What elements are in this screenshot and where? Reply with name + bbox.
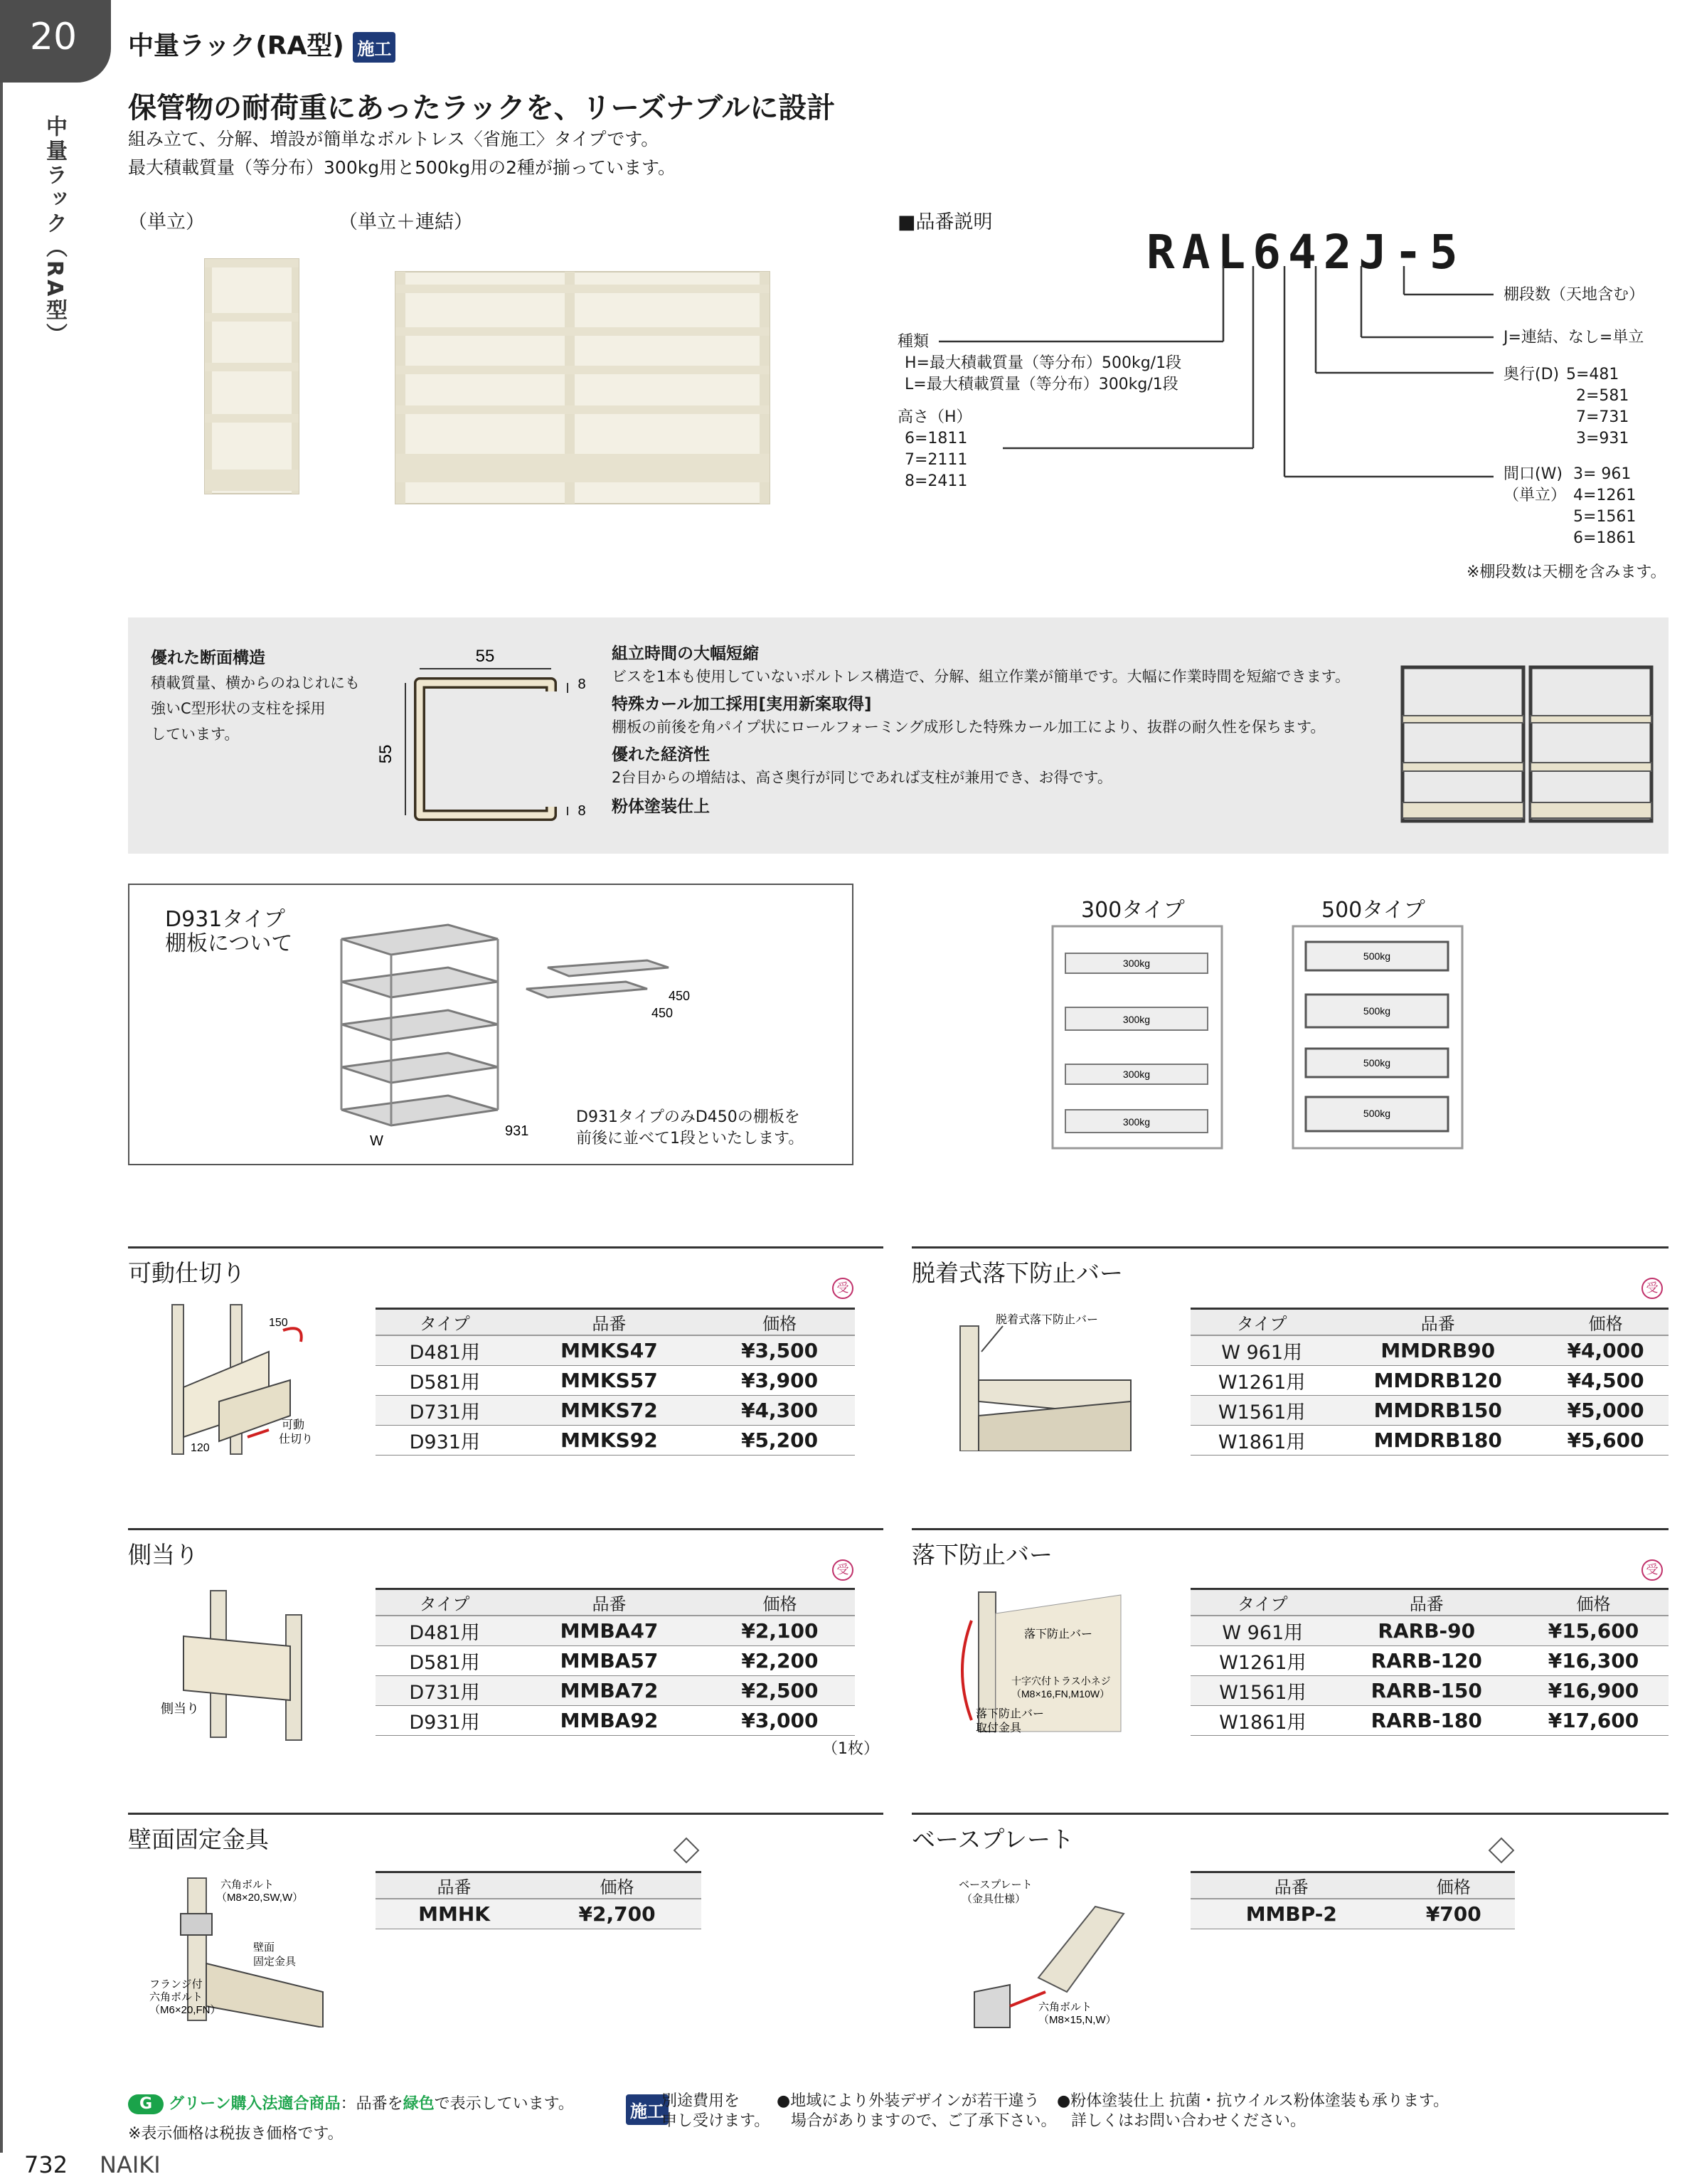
hekimen-c3: 壁面: [253, 1941, 275, 1954]
kabu-callout-kado: 可動: [282, 1419, 305, 1431]
dattyaku-r2-price: ¥5,000: [1543, 1395, 1669, 1425]
table-row: [376, 1335, 855, 1365]
rakka-r2-price: ¥16,900: [1518, 1675, 1669, 1705]
intro-line-1: 組み立て、分解、増設が簡単なボルトレス〈省施工〉タイプです。: [128, 129, 659, 149]
intro-line-2: 最大積載質量（等分布）300kg用と500kg用の2種が揃っています。: [128, 157, 676, 178]
feature-section-heading: 優れた断面構造: [151, 649, 265, 667]
order-mark-dattyaku: 受: [1641, 1278, 1663, 1299]
footer-extra-2: 申し受けます。: [661, 2112, 770, 2130]
table-row: [1191, 1425, 1669, 1455]
d931-dim-d: 931: [505, 1123, 529, 1139]
sokuate-h-2: 価格: [705, 1589, 855, 1616]
page-number: 732: [24, 2151, 68, 2178]
rakka-r3-price: ¥17,600: [1518, 1705, 1669, 1735]
dattyaku-r0-code: MMDRB90: [1333, 1335, 1543, 1365]
table-row: [376, 1365, 855, 1395]
page-title: [128, 26, 395, 63]
pn-depth-label: 奥行(D): [1504, 366, 1560, 383]
pn-note: ※棚段数は天棚を含みます。: [1467, 563, 1666, 581]
hekimen-c7: （M6×20,FN）: [149, 2004, 221, 2016]
green-color-word: 緑色: [403, 2095, 435, 2113]
feature-3-heading: 優れた経済性: [612, 746, 710, 764]
footer-badge: 施工: [626, 2094, 669, 2125]
type-500-load-1: 500kg: [1363, 950, 1391, 962]
feature-1-text: ビスを1本も使用していないボルトレス構造で、分解、組立作業が簡単です。大幅に作業時間を短縮できます。: [612, 668, 1350, 685]
table-hekimen: [376, 1871, 701, 1929]
rakka-callout-3: （M8×16,FN,M10W）: [1011, 1688, 1110, 1700]
feature-1-heading: 組立時間の大幅短縮: [612, 645, 759, 663]
kabu-h-0: タイプ: [376, 1309, 514, 1336]
dattyaku-h-0: タイプ: [1191, 1309, 1333, 1336]
sokuate-r2-type: D731用: [376, 1675, 513, 1705]
rakka-r1-price: ¥16,300: [1518, 1645, 1669, 1675]
sokuate-r2-code: MMBA72: [513, 1675, 705, 1705]
pn-width-3: 6=1861: [1573, 529, 1637, 547]
part-number-heading: ■品番説明: [898, 211, 993, 233]
base-c3: 六角ボルト: [1038, 2001, 1092, 2013]
d931-title: [165, 908, 292, 956]
table-dattyaku: [1191, 1308, 1669, 1456]
brand-name: NAIKI: [100, 2151, 161, 2178]
title-sokuate: 側当り: [128, 1541, 198, 1569]
kabu-r2-type: D731用: [376, 1395, 514, 1425]
base-c2: （金具仕様）: [962, 1893, 1026, 1905]
d931-note-1: D931タイプのみD450の棚板を: [576, 1108, 800, 1126]
kabu-r2-price: ¥4,300: [704, 1395, 855, 1425]
dattyaku-r0-type: W 961用: [1191, 1335, 1333, 1365]
pn-depth-3: 3=931: [1576, 430, 1629, 447]
green-text-2: で表示しています。: [434, 2095, 574, 2113]
base-r0-price: ¥700: [1393, 1899, 1515, 1929]
type-300-load-4: 300kg: [1122, 1116, 1151, 1128]
footer-extra-1: 別途費用を: [661, 2092, 740, 2110]
type-300-diagram: [1048, 923, 1226, 1151]
hekimen-r0-code: MMHK: [376, 1899, 533, 1929]
kabu-r1-type: D581用: [376, 1365, 514, 1395]
kabu-callout-150: 150: [269, 1317, 288, 1329]
dim-lip-bottom: 8: [578, 803, 586, 819]
lead-text: 保管物の耐荷重にあったラックを、リーズナブルに設計: [128, 92, 836, 124]
type-500-load-3: 500kg: [1363, 1057, 1391, 1069]
feature-3-text: 2台目からの増結は、高さ奥行が同じであれば支柱が兼用でき、お得です。: [612, 769, 1112, 786]
pn-depth-2: 7=731: [1576, 408, 1629, 426]
title-base: ベースプレート: [912, 1825, 1075, 1853]
sokuate-h-1: 品番: [513, 1589, 705, 1616]
type-500-load-2: 500kg: [1363, 1005, 1391, 1017]
illus-kabu: [162, 1302, 347, 1458]
base-c4: （M8×15,N,W）: [1038, 2014, 1117, 2026]
pn-depth-1: 2=581: [1576, 387, 1629, 405]
footer-tax: ※表示価格は税抜き価格です。: [128, 2125, 344, 2143]
illus-sokuate: [158, 1586, 314, 1743]
dattyaku-r0-price: ¥4,000: [1543, 1335, 1669, 1365]
order-mark-rakka: 受: [1641, 1559, 1663, 1581]
sokuate-r3-type: D931用: [376, 1705, 513, 1735]
kabu-r3-price: ¥5,200: [704, 1425, 855, 1455]
rule-hekimen: [128, 1813, 883, 1815]
dattyaku-r3-code: MMDRB180: [1333, 1425, 1543, 1455]
base-c1: ベースプレート: [959, 1879, 1033, 1891]
hekimen-h-1: 価格: [533, 1872, 701, 1899]
photo-label-single: （単立）: [128, 211, 205, 233]
pn-depth-list: [1566, 364, 1629, 450]
table-sokuate: [376, 1588, 855, 1736]
table-row: [1191, 1365, 1669, 1395]
illus-base: [953, 1871, 1159, 2035]
d931-dim-450b: 450: [669, 989, 691, 1003]
pn-joint: J=連結、なし=単立: [1504, 329, 1644, 346]
kabu-r1-price: ¥3,900: [704, 1365, 855, 1395]
sokuate-r1-price: ¥2,200: [705, 1645, 855, 1675]
base-r0-code: MMBP-2: [1191, 1899, 1393, 1929]
side-rule: [0, 83, 3, 2153]
rakka-r0-type: W 961用: [1191, 1616, 1335, 1645]
sokuate-h-0: タイプ: [376, 1589, 513, 1616]
side-label: 中量ラック（RA型）: [42, 115, 67, 348]
rakka-h-1: 品番: [1335, 1589, 1518, 1616]
feature-list: [612, 640, 1408, 817]
rakka-r3-code: RARB-180: [1335, 1705, 1518, 1735]
table-row: [376, 1899, 701, 1929]
pn-height-0: 6=1811: [905, 430, 968, 447]
kabu-r0-code: MMKS47: [514, 1335, 705, 1365]
construction-badge: 施工: [353, 32, 395, 63]
photo-label-linked: （単立＋連結）: [339, 211, 473, 233]
pn-height: [898, 407, 972, 492]
dattyaku-r3-price: ¥5,600: [1543, 1425, 1669, 1455]
illus-hekimen: [145, 1871, 330, 2027]
pn-height-label: 高さ（H）: [898, 408, 972, 426]
dattyaku-r1-price: ¥4,500: [1543, 1365, 1669, 1395]
kabu-r0-price: ¥3,500: [704, 1335, 855, 1365]
dattyaku-r1-code: MMDRB120: [1333, 1365, 1543, 1395]
diamond-mark-base: [1489, 1838, 1515, 1864]
rakka-r2-code: RARB-150: [1335, 1675, 1518, 1705]
dim-lip-top: 8: [578, 677, 586, 692]
kabu-r3-code: MMKS92: [514, 1425, 705, 1455]
pn-depth-0: 5=481: [1566, 366, 1619, 383]
pn-height-2: 8=2411: [905, 472, 968, 490]
kabu-h-1: 品番: [514, 1309, 705, 1336]
type-300-label: 300タイプ: [1081, 898, 1185, 923]
dattyaku-callout: 脱着式落下防止バー: [996, 1314, 1099, 1326]
pn-width-list: [1573, 464, 1636, 549]
kabu-callout-120: 120: [191, 1442, 210, 1454]
type-300-load-2: 300kg: [1122, 1014, 1151, 1025]
title-text: 中量ラック(RA型): [128, 31, 344, 60]
footer-note-2a: ●粉体塗装仕上 抗菌・抗ウイルス粉体塗装も承ります。: [1057, 2092, 1449, 2110]
dattyaku-r2-code: MMDRB150: [1333, 1395, 1543, 1425]
kabu-r0-type: D481用: [376, 1335, 514, 1365]
order-mark-kabu: 受: [832, 1278, 853, 1299]
hekimen-c2: （M8×20,SW,W）: [216, 1892, 304, 1904]
pn-type-h: H=最大積載質量（等分布）500kg/1段: [905, 354, 1182, 372]
feature-2-text: 棚板の前後を角パイプ状にロールフォーミング成形した特殊カール加工により、抜群の耐久性を保ちます。: [612, 719, 1326, 736]
illus-dattyaku: [953, 1309, 1138, 1451]
table-row: [376, 1395, 855, 1425]
table-row: [1191, 1335, 1669, 1365]
footer-note-2: [1057, 2092, 1449, 2131]
kabu-callout-shikiri: 仕切り: [279, 1433, 314, 1446]
rakka-r1-type: W1261用: [1191, 1645, 1335, 1675]
pn-height-1: 7=2111: [905, 451, 968, 469]
rakka-callout-5: 取付金具: [976, 1722, 1022, 1734]
rakka-h-0: タイプ: [1191, 1589, 1335, 1616]
type-500-load-4: 500kg: [1363, 1108, 1391, 1119]
rakka-r3-type: W1861用: [1191, 1705, 1335, 1735]
rakka-r1-code: RARB-120: [1335, 1645, 1518, 1675]
rakka-r0-code: RARB-90: [1335, 1616, 1518, 1645]
table-row: [1191, 1675, 1669, 1705]
pn-width-2: 5=1561: [1573, 508, 1637, 526]
kabu-r3-type: D931用: [376, 1425, 514, 1455]
rakka-r2-type: W1561用: [1191, 1675, 1335, 1705]
base-h-0: 品番: [1191, 1872, 1393, 1899]
linked-rack-photo: [394, 270, 771, 505]
table-base: [1191, 1871, 1515, 1929]
rakka-callout-1: 落下防止バー: [1024, 1628, 1093, 1640]
pn-width-label: [1504, 464, 1566, 507]
hekimen-c6: 六角ボルト: [149, 1991, 203, 2003]
sokuate-r1-type: D581用: [376, 1645, 513, 1675]
table-row: [376, 1616, 855, 1645]
pn-type-l: L=最大積載質量（等分布）300kg/1段: [905, 376, 1178, 393]
feature-section-line-1: 強いC型形状の支柱を採用: [151, 700, 326, 717]
dattyaku-h-1: 品番: [1333, 1309, 1543, 1336]
illus-rakka: [950, 1585, 1164, 1742]
feature-section-line-2: しています。: [151, 726, 240, 743]
type-500-diagram: [1289, 923, 1467, 1151]
rakka-callout-2: 十字穴付トラス小ネジ: [1011, 1675, 1111, 1687]
hekimen-h-0: 品番: [376, 1872, 533, 1899]
rule-sokuate: [128, 1528, 883, 1530]
dattyaku-r2-type: W1561用: [1191, 1395, 1333, 1425]
table-row: [1191, 1705, 1669, 1735]
feature-section-line-0: 積載質量、横からのねじれにも: [151, 674, 360, 691]
diamond-mark-hekimen: [674, 1838, 700, 1864]
pn-width-1: 4=1261: [1573, 487, 1637, 504]
hekimen-c5: フランジ付: [149, 1978, 203, 1990]
pn-type: [898, 332, 1181, 396]
footer-note-1a: ●地域により外装デザインが若干違う: [777, 2092, 1040, 2110]
dim-side: 55: [376, 744, 395, 764]
footer-green: [128, 2094, 574, 2114]
d931-title-2: 棚板について: [165, 931, 293, 956]
sokuate-r2-price: ¥2,500: [705, 1675, 855, 1705]
dattyaku-r1-type: W1261用: [1191, 1365, 1333, 1395]
sokuate-r3-price: ¥3,000: [705, 1705, 855, 1735]
table-row: [1191, 1645, 1669, 1675]
table-rakka: [1191, 1588, 1669, 1736]
type-300-load-1: 300kg: [1122, 958, 1151, 969]
footer-note-1: [777, 2092, 1057, 2131]
rule-rakka: [912, 1528, 1669, 1530]
footer-note-2b: 詳しくはお問い合わせください。: [1071, 2112, 1307, 2130]
sokuate-r1-code: MMBA57: [513, 1645, 705, 1675]
dim-top: 55: [475, 647, 495, 666]
sokuate-unit: （1枚）: [822, 1740, 879, 1758]
sokuate-callout: 側当り: [161, 1702, 199, 1716]
pn-shelves: 棚段数（天地含む）: [1504, 286, 1645, 304]
d931-dim-450a: 450: [651, 1006, 674, 1020]
title-hekimen: 壁面固定金具: [128, 1825, 269, 1853]
feature-4-heading: 粉体塗装仕上: [612, 797, 710, 816]
intro-desc: [128, 125, 676, 182]
kabu-r1-code: MMKS57: [514, 1365, 705, 1395]
type-500-label: 500タイプ: [1321, 898, 1425, 923]
rule-kabu: [128, 1246, 883, 1249]
pn-type-label: 種類: [898, 333, 930, 351]
hekimen-c4: 固定金具: [253, 1956, 297, 1968]
sokuate-r3-code: MMBA92: [513, 1705, 705, 1735]
rakka-callout-4: 落下防止バー: [976, 1708, 1045, 1720]
chapter-number: 20: [29, 16, 78, 58]
d931-dim-w: W: [370, 1133, 383, 1149]
sokuate-r0-type: D481用: [376, 1616, 513, 1645]
rakka-r0-price: ¥15,600: [1518, 1616, 1669, 1645]
base-h-1: 価格: [1393, 1872, 1515, 1899]
rule-base: [912, 1813, 1669, 1815]
title-rakka: 落下防止バー: [912, 1541, 1053, 1569]
dattyaku-r3-type: W1861用: [1191, 1425, 1333, 1455]
feature-rack-photo: [1400, 663, 1654, 827]
green-mark-icon: G: [128, 2094, 164, 2114]
type-300-load-3: 300kg: [1122, 1069, 1151, 1080]
green-label: グリーン購入法適合商品: [169, 2095, 341, 2113]
table-row: [376, 1675, 855, 1705]
order-mark-sokuate: 受: [832, 1559, 853, 1581]
table-row: [1191, 1395, 1669, 1425]
c-section-diagram: [370, 640, 597, 839]
d931-title-1: D931タイプ: [165, 907, 285, 932]
rakka-h-2: 価格: [1518, 1589, 1669, 1616]
hekimen-c1: 六角ボルト: [220, 1879, 275, 1891]
table-row: [376, 1645, 855, 1675]
table-row: [376, 1705, 855, 1735]
feature-2-heading: 特殊カール加工採用[実用新案取得]: [612, 695, 872, 714]
kabu-h-2: 価格: [704, 1309, 855, 1336]
d931-note: [576, 1107, 804, 1150]
title-kabu: 可動仕切り: [128, 1259, 245, 1287]
table-row: [376, 1425, 855, 1455]
kabu-r2-code: MMKS72: [514, 1395, 705, 1425]
pn-width-title: 間口(W): [1504, 465, 1563, 483]
single-rack-photo: [202, 256, 302, 498]
footer-extra: [661, 2092, 770, 2131]
table-row: [1191, 1616, 1669, 1645]
part-number-code: RAL642J-5: [1146, 225, 1465, 280]
rule-dattyaku: [912, 1246, 1669, 1249]
table-kabu: [376, 1308, 855, 1456]
footer-note-1b: 場合がありますので、ご了承下さい。: [791, 2112, 1057, 2130]
hekimen-r0-price: ¥2,700: [533, 1899, 701, 1929]
pn-width-0: 3= 961: [1573, 465, 1632, 483]
sokuate-r0-price: ¥2,100: [705, 1616, 855, 1645]
feature-section-text: [151, 670, 360, 747]
dattyaku-h-2: 価格: [1543, 1309, 1669, 1336]
d931-note-2: 前後に並べて1段といたします。: [576, 1130, 804, 1147]
pn-width-note: （単立）: [1504, 487, 1567, 504]
title-dattyaku: 脱着式落下防止バー: [912, 1259, 1123, 1287]
sokuate-r0-code: MMBA47: [513, 1616, 705, 1645]
green-text-1: ：品番を: [340, 2095, 403, 2113]
table-row: [1191, 1899, 1515, 1929]
